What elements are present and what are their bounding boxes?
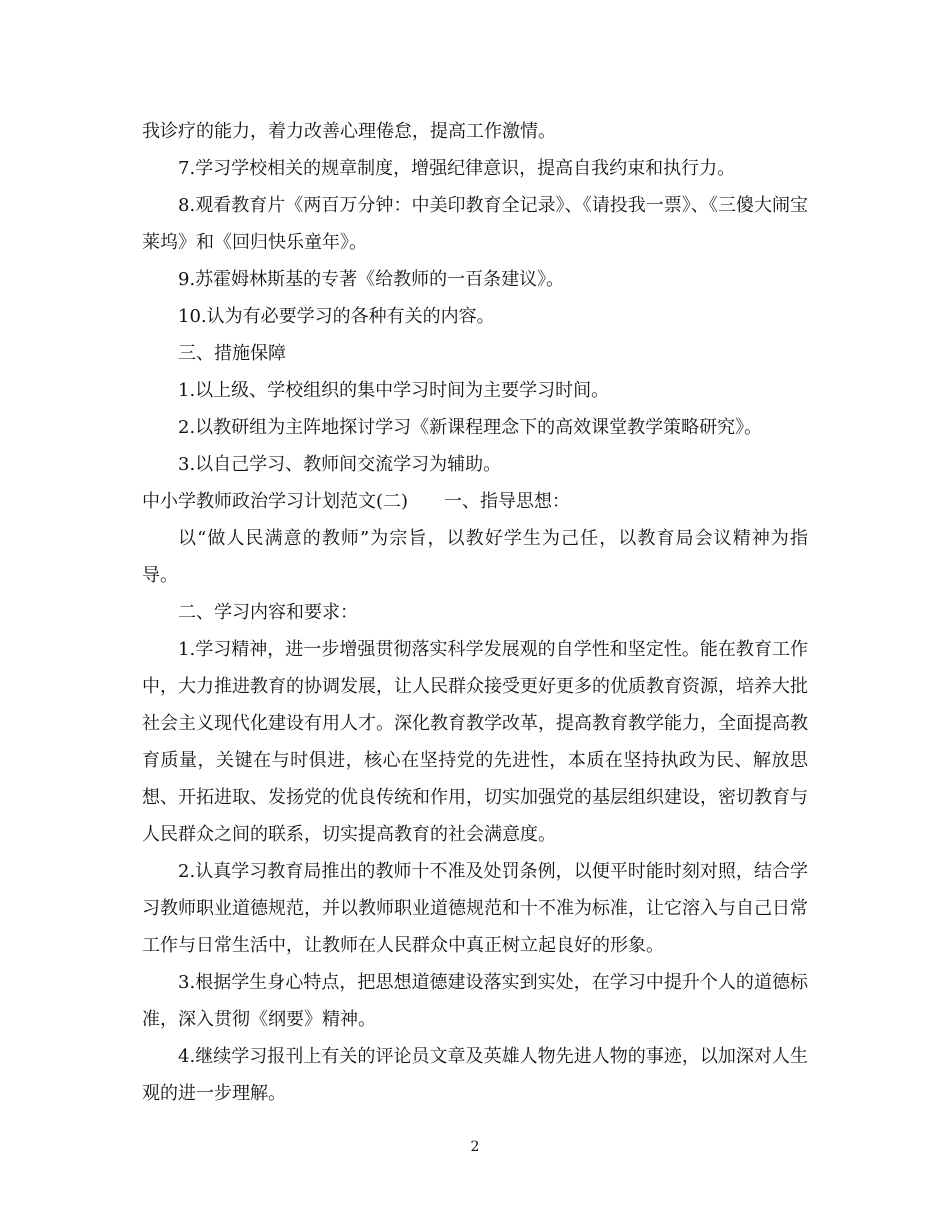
paragraph-content-3: 3.根据学生身心特点，把思想道德建设落实到实处，在学习中提升个人的道德标准，深入贯彻《纲要》精神。	[142, 972, 808, 1030]
paragraph-content-2: 2.认真学习教育局推出的教师十不准及处罚条例，以便平时能时刻对照，结合学习教师职业道德规范，并以教师职业道德规范和十不准为标准，让它溶入与自己日常工作与日常生活中，让教师在人民群众中真正树立起良好的形象。	[142, 861, 808, 956]
paragraph-guiding-thought: 以“做人民满意的教师”为宗旨，以教好学生为己任，以教育局会议精神为指导。	[142, 528, 808, 586]
paragraph-item-10: 10.认为有必要学习的各种有关的内容。	[178, 306, 495, 327]
paragraph-measure-1: 1.以上级、学校组织的集中学习时间为主要学习时间。	[178, 380, 610, 401]
paragraph-measure-2: 2.以教研组为主阵地探讨学习《新课程理念下的高效课堂教学策略研究》。	[178, 417, 763, 438]
page-number: 2	[470, 1139, 480, 1155]
paragraph-continuation: 我诊疗的能力，着力改善心理倦怠，提高工作激情。	[142, 121, 556, 142]
paragraph-measure-3: 3.以自己学习、教师间交流学习为辅助。	[178, 454, 502, 475]
paragraph-content-1: 1.学习精神，进一步增强贯彻落实科学发展观的自学性和坚定性。能在教育工作中，大力推进教育的协调发展，让人民群众接受更好更多的优质教育资源，培养大批社会主义现代化建设有用人才。深化教育教学改革，提高教育教学能力，全面提高教育质量，关键在与时俱进，核心在坚持党的先进性，本质在坚持执政为民、解放思想、开拓进取、发扬党的优良传统和作用，切实加强党的基层组织建设，密切教育与人民群众之间的联系，切实提高教育的社会满意度。	[142, 639, 808, 845]
article-two-title: 中小学教师政治学习计划范文(二) 一、指导思想：	[142, 491, 571, 512]
section-heading-measures: 三、措施保障	[178, 343, 286, 364]
paragraph-item-8: 8.观看教育片《两百万分钟：中美印教育全记录》、《请投我一票》、《三傻大闹宝莱坞》和《回归快乐童年》。	[142, 195, 808, 253]
paragraph-content-4: 4.继续学习报刊上有关的评论员文章及英雄人物先进人物的事迹，以加深对人生观的进一步理解。	[142, 1046, 808, 1104]
document-body	[142, 113, 808, 1112]
section-heading-content: 二、学习内容和要求：	[178, 602, 358, 623]
paragraph-item-7: 7.学习学校相关的规章制度，增强纪律意识，提高自我约束和执行力。	[178, 158, 736, 179]
paragraph-item-9: 9.苏霍姆林斯基的专著《给教师的一百条建议》。	[178, 269, 565, 290]
